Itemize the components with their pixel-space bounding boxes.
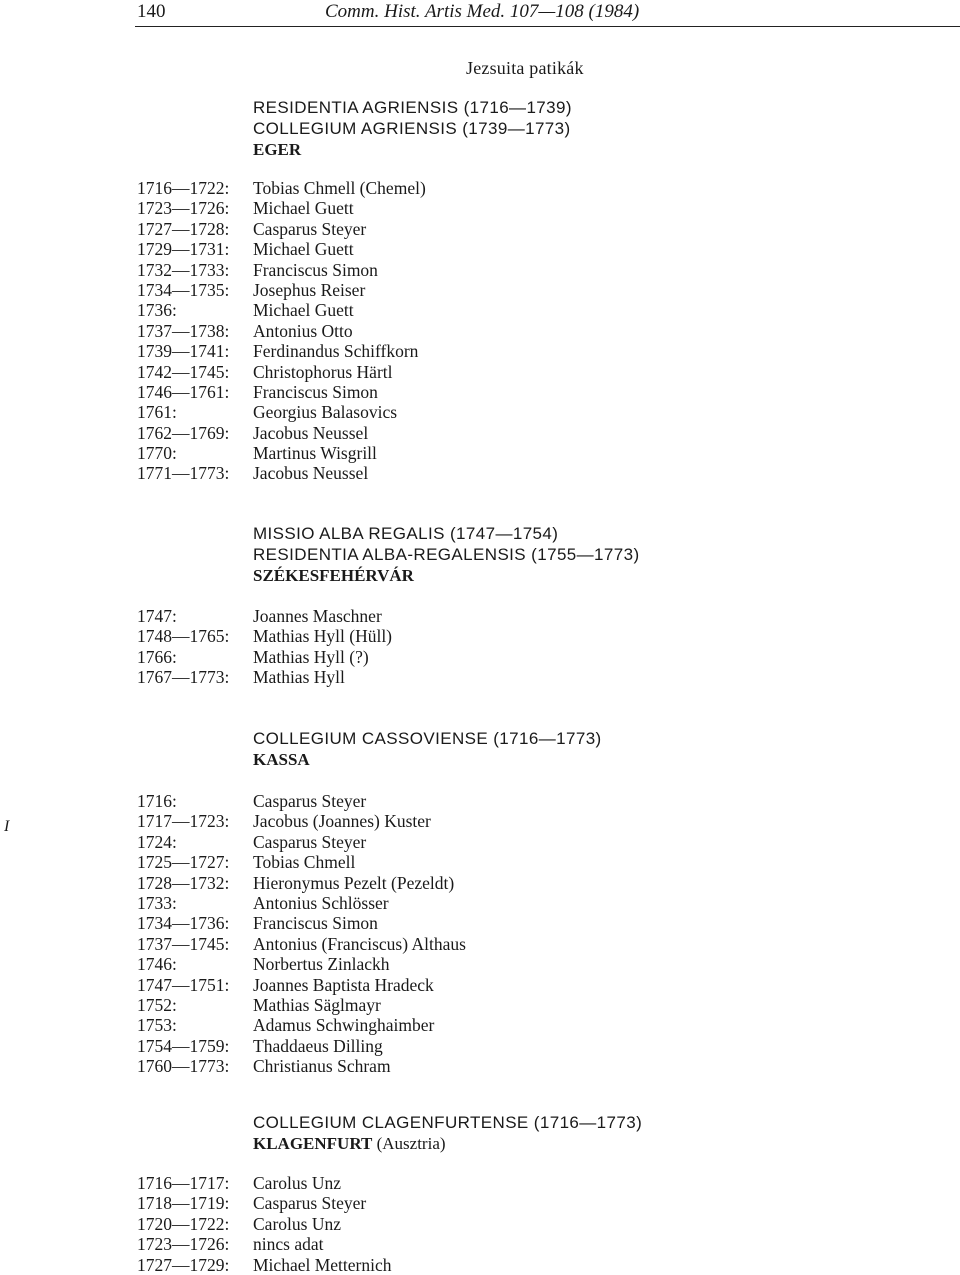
list-item xyxy=(0,198,960,218)
entry-dates: 1770: xyxy=(137,443,177,464)
entry-name: Norbertus Zinlackh xyxy=(253,954,390,975)
list-item xyxy=(0,1234,960,1254)
entry-name: Franciscus Simon xyxy=(253,381,378,402)
list-item xyxy=(0,321,960,341)
entry-name: Jacobus Neussel xyxy=(253,463,369,484)
entry-dates: 1720—1722: xyxy=(137,1213,230,1234)
list-item xyxy=(0,975,960,995)
entry-dates: 1718—1719: xyxy=(137,1193,230,1214)
entry-name: Jacobus Neussel xyxy=(253,422,369,443)
entry-name: Adamus Schwinghaimber xyxy=(253,1015,435,1036)
entry-dates: 1723—1726: xyxy=(137,198,230,219)
entry-name: Thaddaeus Dilling xyxy=(253,1035,383,1056)
running-title: Jezsuita patikák xyxy=(466,58,584,78)
section-heading xyxy=(253,1112,960,1154)
entry-dates: 1716—1722: xyxy=(137,178,230,198)
entry-name: Tobias Chmell xyxy=(253,852,356,873)
entry-dates: 1748—1765: xyxy=(137,626,230,647)
page-header xyxy=(135,0,960,27)
entry-name: Mathias Hyll xyxy=(253,667,345,688)
entry-dates: 1771—1773: xyxy=(137,463,230,484)
entry-dates: 1724: xyxy=(137,831,177,852)
entry-dates: 1727—1729: xyxy=(137,1254,230,1275)
margin-mark: I xyxy=(4,818,10,835)
entry-dates: 1767—1773: xyxy=(137,667,230,688)
entry-dates: 1716: xyxy=(137,791,177,811)
list-item xyxy=(0,873,960,893)
entry-name: Franciscus Simon xyxy=(253,913,378,934)
list-item xyxy=(0,606,960,626)
list-item xyxy=(0,1214,960,1234)
pharmacist-list xyxy=(0,178,960,484)
entry-dates: 1727—1728: xyxy=(137,218,230,239)
entry-name: Casparus Steyer xyxy=(253,1193,367,1214)
entry-name: Casparus Steyer xyxy=(253,831,367,852)
entry-dates: 1761: xyxy=(137,402,177,423)
city-name: KASSA xyxy=(253,750,310,769)
entry-name: Casparus Steyer xyxy=(253,791,367,811)
entry-name: Antonius Otto xyxy=(253,320,353,341)
entry-dates: 1747: xyxy=(137,606,177,626)
section-szekesfehervar xyxy=(0,523,960,688)
entry-name: Tobias Chmell (Chemel) xyxy=(253,178,426,198)
entry-dates: 1717—1723: xyxy=(137,811,230,832)
entry-dates: 1729—1731: xyxy=(137,239,230,260)
list-item xyxy=(0,341,960,361)
institution-title: MISSIO ALBA REGALIS (1747—1754) xyxy=(253,524,559,543)
entry-dates: 1733: xyxy=(137,892,177,913)
list-item xyxy=(0,423,960,443)
entry-dates: 1737—1738: xyxy=(137,320,230,341)
entry-name: Hieronymus Pezelt (Pezeldt) xyxy=(253,872,455,893)
list-item xyxy=(0,1015,960,1035)
entry-dates: 1737—1745: xyxy=(137,933,230,954)
list-item xyxy=(0,626,960,646)
list-item xyxy=(0,280,960,300)
list-item xyxy=(0,995,960,1015)
institution-title: RESIDENTIA AGRIENSIS (1716—1739) xyxy=(253,98,572,117)
list-item xyxy=(0,791,960,811)
list-item xyxy=(0,260,960,280)
entry-dates: 1742—1745: xyxy=(137,361,230,382)
list-item xyxy=(0,178,960,198)
entry-name: Franciscus Simon xyxy=(253,259,378,280)
list-item xyxy=(0,402,960,422)
entry-dates: 1736: xyxy=(137,300,177,321)
entry-name: Joannes Maschner xyxy=(253,606,382,626)
entry-dates: 1746—1761: xyxy=(137,381,230,402)
entry-dates: 1747—1751: xyxy=(137,974,230,995)
list-item xyxy=(0,852,960,872)
entry-name: Casparus Steyer xyxy=(253,218,367,239)
entry-dates: 1728—1732: xyxy=(137,872,230,893)
entry-dates: 1746: xyxy=(137,954,177,975)
entry-dates: 1734—1735: xyxy=(137,279,230,300)
list-item xyxy=(0,219,960,239)
entry-name: Michael Metternich xyxy=(253,1254,392,1275)
entry-dates: 1734—1736: xyxy=(137,913,230,934)
section-klagenfurt xyxy=(0,1112,960,1275)
list-item xyxy=(0,647,960,667)
pharmacist-list xyxy=(0,606,960,688)
pharmacist-list xyxy=(0,791,960,1076)
pharmacist-list xyxy=(0,1173,960,1275)
page-number: 140 xyxy=(137,1,166,22)
entry-dates: 1723—1726: xyxy=(137,1234,230,1255)
list-item xyxy=(0,1173,960,1193)
entry-dates: 1760—1773: xyxy=(137,1056,230,1077)
entry-name: Ferdinandus Schiffkorn xyxy=(253,341,419,362)
entry-name: Michael Guett xyxy=(253,198,354,219)
list-item xyxy=(0,667,960,687)
entry-name: Michael Guett xyxy=(253,239,354,260)
city-name: EGER xyxy=(253,140,302,159)
institution-title: COLLEGIUM CASSOVIENSE (1716—1773) xyxy=(253,729,602,748)
list-item xyxy=(0,362,960,382)
list-item xyxy=(0,832,960,852)
list-item xyxy=(0,893,960,913)
section-heading xyxy=(253,97,960,160)
entry-name: Mathias Hyll (?) xyxy=(253,646,369,667)
list-item xyxy=(0,934,960,954)
entry-name: Jacobus (Joannes) Kuster xyxy=(253,811,431,832)
city-name: KLAGENFURT (Ausztria) xyxy=(253,1134,446,1153)
entry-dates: 1725—1727: xyxy=(137,852,230,873)
entry-name: Georgius Balasovics xyxy=(253,402,398,423)
entry-name: Carolus Unz xyxy=(253,1173,341,1193)
section-eger xyxy=(0,97,960,484)
entry-name: Josephus Reiser xyxy=(253,279,366,300)
entry-dates: 1716—1717: xyxy=(137,1173,230,1193)
entry-dates: 1732—1733: xyxy=(137,259,230,280)
entry-name: Antonius Schlösser xyxy=(253,892,389,913)
institution-title: COLLEGIUM AGRIENSIS (1739—1773) xyxy=(253,119,571,138)
list-item xyxy=(0,239,960,259)
entry-dates: 1752: xyxy=(137,994,177,1015)
list-item xyxy=(0,913,960,933)
institution-title: RESIDENTIA ALBA-REGALENSIS (1755—1773) xyxy=(253,545,640,564)
entry-name: Mathias Säglmayr xyxy=(253,994,381,1015)
city-name: SZÉKESFEHÉRVÁR xyxy=(253,566,414,585)
list-item xyxy=(0,1056,960,1076)
entry-name: Christophorus Härtl xyxy=(253,361,393,382)
institution-title: COLLEGIUM CLAGENFURTENSE (1716—1773) xyxy=(253,1113,643,1132)
journal-reference: Comm. Hist. Artis Med. 107—108 (1984) xyxy=(325,1,640,22)
list-item xyxy=(0,300,960,320)
entry-dates: 1753: xyxy=(137,1015,177,1036)
entry-name: Martinus Wisgrill xyxy=(253,443,377,464)
list-item xyxy=(0,382,960,402)
entry-name: Antonius (Franciscus) Althaus xyxy=(253,933,466,954)
list-item xyxy=(0,811,960,831)
entry-name: Mathias Hyll (Hüll) xyxy=(253,626,393,647)
section-heading xyxy=(253,523,960,586)
entry-name: nincs adat xyxy=(253,1234,324,1255)
list-item xyxy=(0,1255,960,1275)
section-heading xyxy=(253,728,960,770)
list-item xyxy=(0,954,960,974)
entry-name: Joannes Baptista Hradeck xyxy=(253,974,434,995)
entry-name: Carolus Unz xyxy=(253,1213,341,1234)
entry-name: Michael Guett xyxy=(253,300,354,321)
entry-name: Christianus Schram xyxy=(253,1056,391,1077)
entry-dates: 1766: xyxy=(137,646,177,667)
list-item xyxy=(0,463,960,483)
entry-dates: 1762—1769: xyxy=(137,422,230,443)
entry-dates: 1754—1759: xyxy=(137,1035,230,1056)
list-item xyxy=(0,443,960,463)
entry-dates: 1739—1741: xyxy=(137,341,230,362)
list-item xyxy=(0,1036,960,1056)
section-kassa xyxy=(0,728,960,1076)
list-item xyxy=(0,1193,960,1213)
